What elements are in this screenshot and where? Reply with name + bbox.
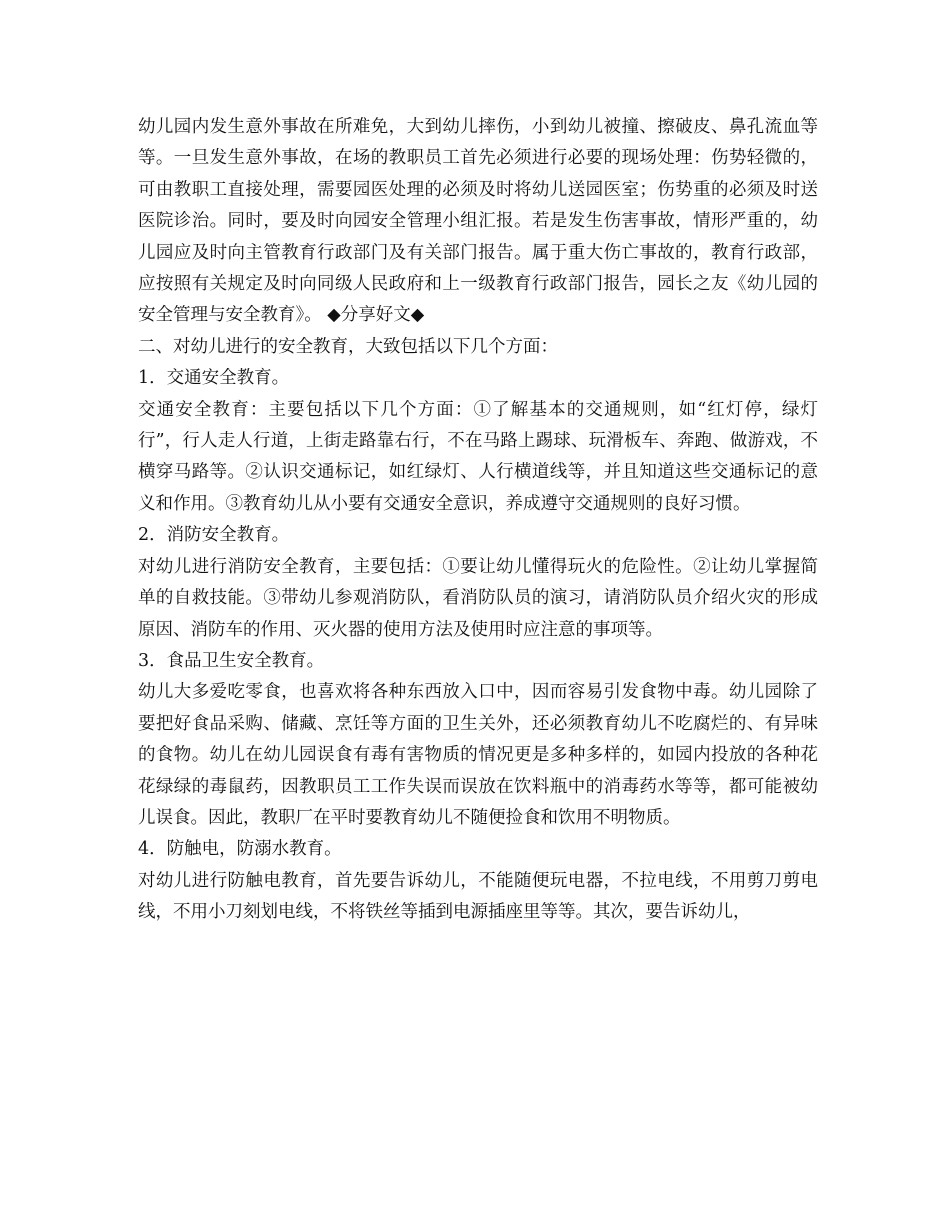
section-heading-safety-education: 二、对幼儿进行的安全教育，大致包括以下几个方面： bbox=[138, 336, 558, 357]
paragraph-traffic-safety: 交通安全教育：主要包括以下几个方面：①了解基本的交通规则，如“红灯停，绿灯行”，行人走人行道，上街走路靠右行，不在马路上踢球、玩滑板车、奔跑、做游戏，不横穿马路等。②认识交通标记，如红绿灯、人行横道线等，并且知道这些交通标记的意义和作用。③教育幼儿从小要有交通安全意识，养成遵守交通规则的良好习惯。 bbox=[138, 399, 818, 514]
paragraph-fire-safety: 对幼儿进行消防安全教育，主要包括：①要让幼儿懂得玩火的危险性。②让幼儿掌握简单的自救技能。③带幼儿参观消防队，看消防队员的演习，请消防队员介绍火灾的形成原因、消防车的作用、灭火器的使用方法及使用时应注意的事项等。 bbox=[138, 556, 818, 640]
subheading-traffic-safety: 1．交通安全教育。 bbox=[138, 368, 290, 389]
paragraph-electric-safety: 对幼儿进行防触电教育，首先要告诉幼儿，不能随便玩电器，不拉电线，不用剪刀剪电线，不用小刀刻划电线，不将铁丝等插到电源插座里等等。其次，要告诉幼儿， bbox=[138, 870, 818, 923]
subheading-fire-safety: 2．消防安全教育。 bbox=[138, 525, 290, 546]
document-body bbox=[138, 112, 818, 929]
paragraph-accident-handling: 幼儿园内发生意外事故在所难免，大到幼儿摔伤，小到幼儿被撞、擦破皮、鼻孔流血等等。一旦发生意外事故，在场的教职员工首先必须进行必要的现场处理：伤势轻微的，可由教职工直接处理，需要园医处理的必须及时将幼儿送园医室；伤势重的必须及时送医院诊治。同时，要及时向园安全管理小组汇报。若是发生伤害事故，情形严重的，幼儿园应及时向主管教育行政部门及有关部门报告。属于重大伤亡事故的，教育行政部，应按照有关规定及时向同级人民政府和上一级教育行政部门报告，园长之友《幼儿园的安全管理与安全教育》。 ◆分享好文◆ bbox=[138, 117, 818, 326]
subheading-electric-water-safety: 4．防触电，防溺水教育。 bbox=[138, 839, 342, 860]
paragraph-food-safety: 幼儿大多爱吃零食，也喜欢将各种东西放入口中，因而容易引发食物中毒。幼儿园除了要把好食品采购、储藏、烹饪等方面的卫生关外，还必须教育幼儿不吃腐烂的、有异味的食物。幼儿在幼儿园误食有毒有害物质的情况更是多种多样的，如园内投放的各种花花绿绿的毒鼠药，因教职员工工作失误而误放在饮料瓶中的消毒药水等等，都可能被幼儿误食。因此，教职厂在平时要教育幼儿不随便捡食和饮用不明物质。 bbox=[138, 682, 818, 828]
subheading-food-safety: 3．食品卫生安全教育。 bbox=[138, 650, 325, 671]
